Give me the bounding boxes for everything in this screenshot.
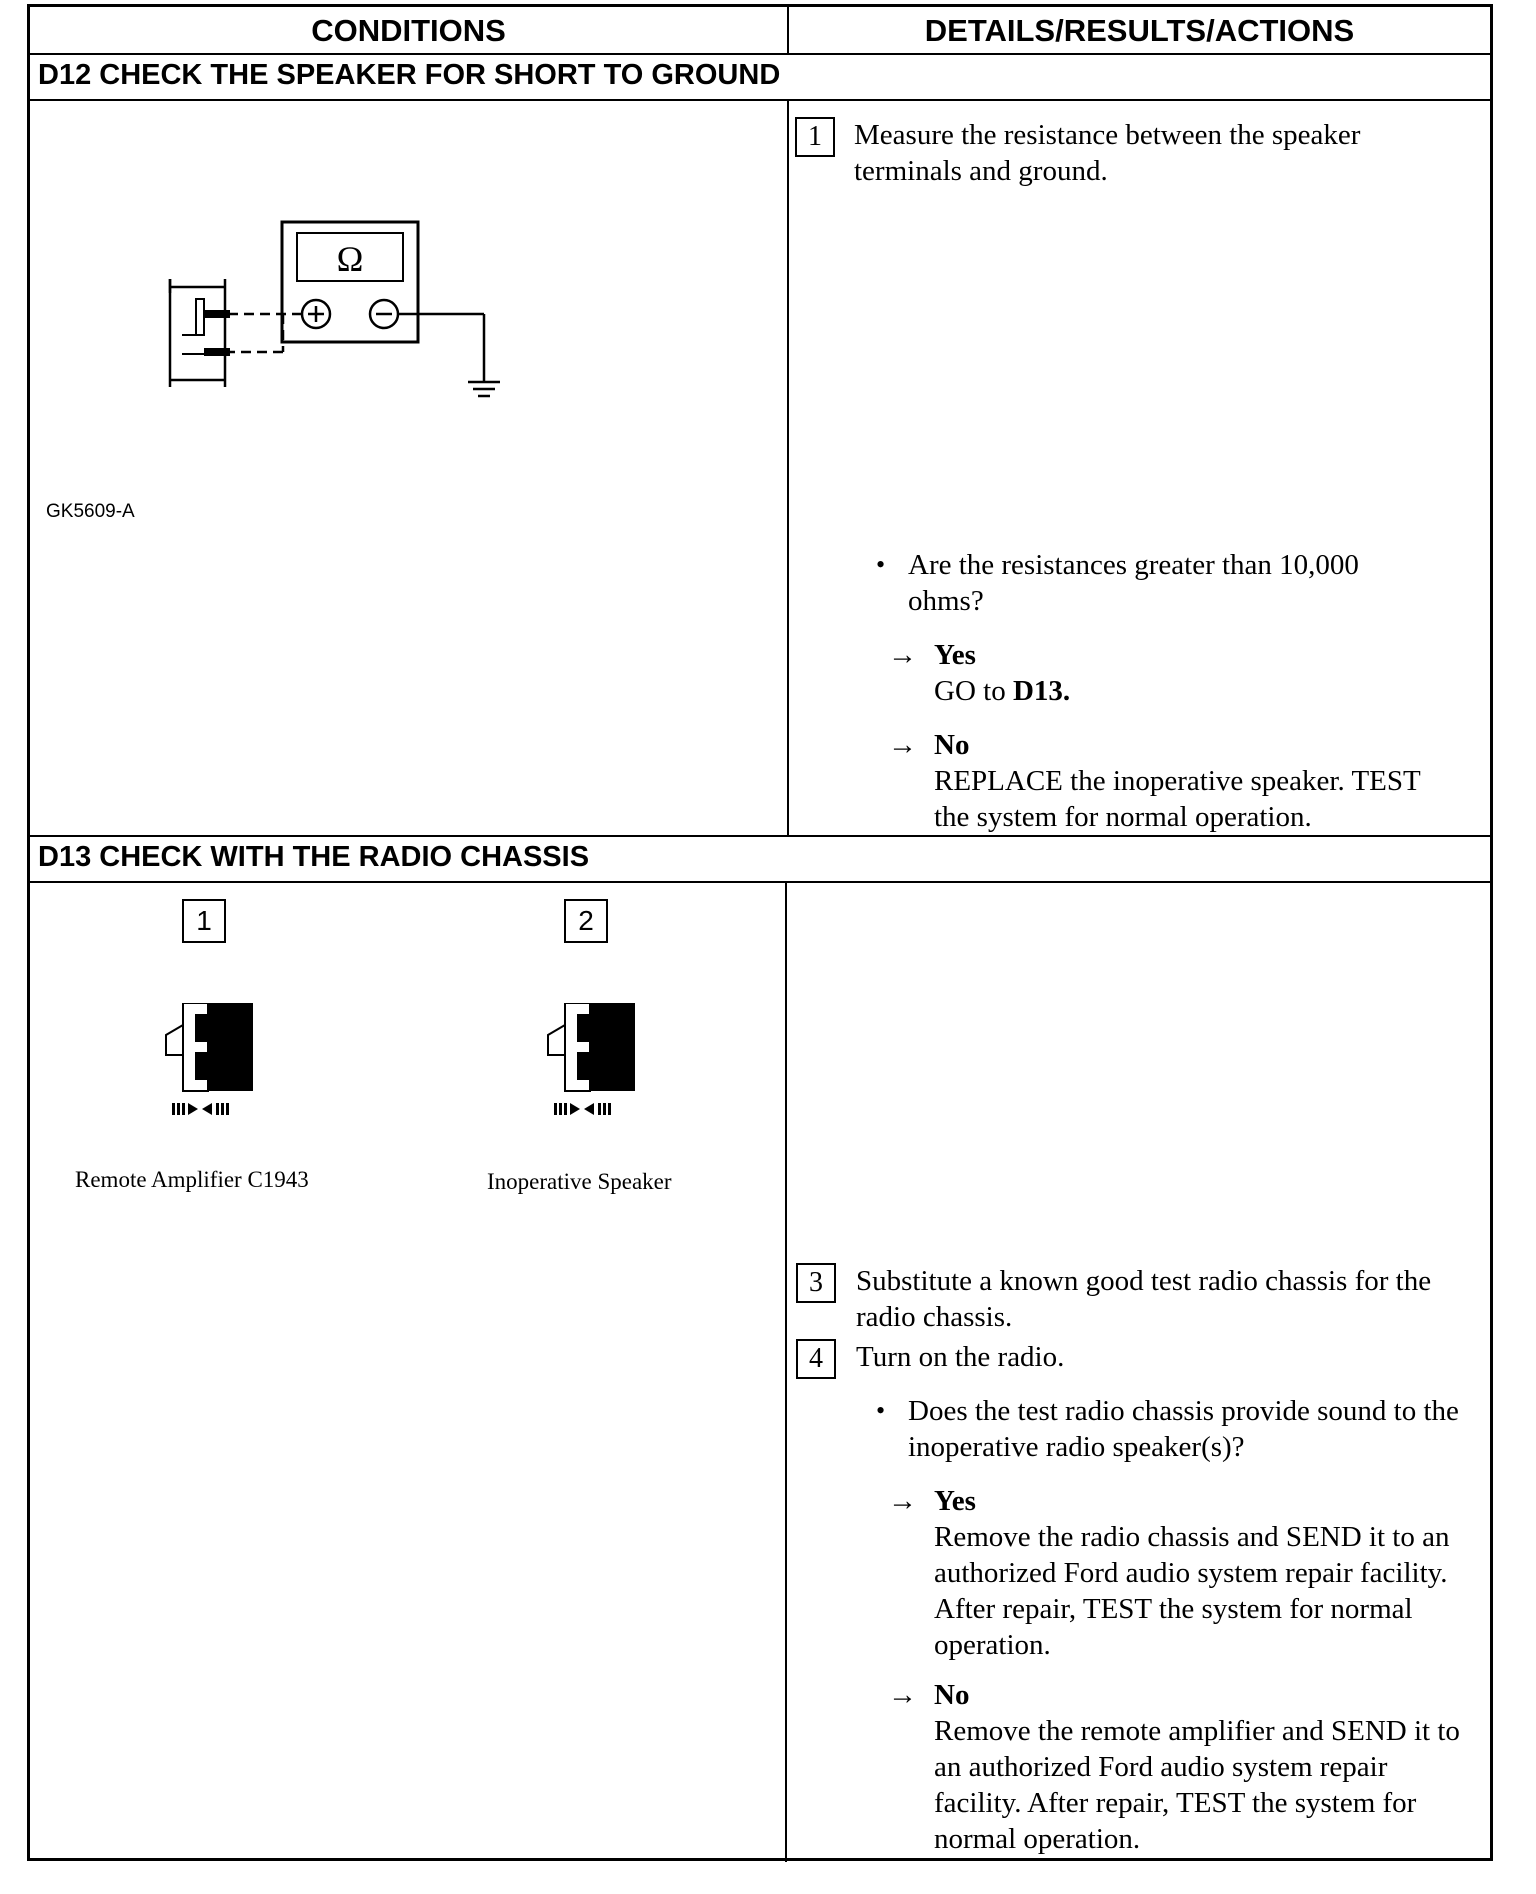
d12-figure-id: GK5609-A	[46, 501, 135, 522]
d13-question	[876, 1393, 1476, 1465]
d13-yes-branch	[888, 1483, 1468, 1663]
d13-title: D13 CHECK WITH THE RADIO CHASSIS	[38, 841, 590, 873]
d13-no-action: Remove the remote amplifier and SEND it to an authorized Ford audio system repair facility. After repair, TEST the system for normal operation.	[934, 1715, 1460, 1855]
d12-no-branch	[888, 727, 1458, 835]
d12-yes-prefix: GO to	[934, 675, 1013, 707]
d12-step1-text: Measure the resistance between the speaker terminals and ground.	[854, 119, 1361, 187]
d13-no-label: No	[934, 1679, 970, 1711]
d13-no-branch	[888, 1677, 1468, 1857]
d13-yes-label: Yes	[934, 1485, 976, 1517]
d13-no-arrow: →	[888, 1679, 917, 1711]
d13-yes-action: Remove the radio chassis and SEND it to an authorized Ford audio system repair facility. After repair, TEST the system for normal operation.	[934, 1521, 1450, 1661]
procedure-table	[27, 4, 1493, 1861]
d13-step3-text: Substitute a known good test radio chassis for the radio chassis.	[856, 1265, 1432, 1333]
d12-question-text: Are the resistances greater than 10,000 ohms?	[908, 549, 1359, 617]
connector-icon-remote-amplifier	[158, 1003, 268, 1123]
d12-question	[876, 547, 1476, 619]
d12-yes-label: Yes	[934, 639, 976, 671]
d12-no-action: REPLACE the inoperative speaker. TEST the system for normal operation.	[934, 765, 1421, 833]
d12-step1-number: 1	[795, 117, 835, 157]
d12-yes-ref: D13.	[1012, 675, 1071, 707]
rule-under-header	[30, 53, 1490, 55]
d13-step4-number: 4	[796, 1339, 836, 1379]
d12-yes-arrow: →	[888, 639, 917, 671]
rule-under-d12-body	[30, 835, 1490, 837]
d12-no-label: No	[934, 729, 970, 761]
d12-bullet-dot: •	[876, 550, 886, 579]
d12-yes-action	[934, 673, 1458, 709]
header-conditions: CONDITIONS	[311, 13, 506, 48]
column-divider-d12	[787, 100, 789, 836]
d13-connector2-number: 2	[564, 899, 608, 943]
rule-under-d13-title	[30, 881, 1490, 883]
rule-under-d12-title	[30, 99, 1490, 101]
ohmmeter-diagram	[130, 217, 590, 417]
d13-bullet-dot: •	[876, 1396, 886, 1425]
ohm-symbol: Ω	[336, 239, 364, 279]
d12-no-arrow: →	[888, 729, 917, 761]
column-divider-d13	[785, 882, 787, 1862]
connector-icon-inoperative-speaker	[540, 1003, 650, 1123]
d13-connector2-caption: Inoperative Speaker	[487, 1169, 672, 1194]
d12-yes-branch	[888, 637, 1458, 709]
d12-title: D12 CHECK THE SPEAKER FOR SHORT TO GROUND	[38, 59, 781, 91]
d13-connector1-caption: Remote Amplifier C1943	[75, 1167, 309, 1192]
d13-step3-number: 3	[796, 1263, 836, 1303]
header-details: DETAILS/RESULTS/ACTIONS	[924, 13, 1355, 48]
d13-step4-text: Turn on the radio.	[856, 1341, 1065, 1373]
d13-question-text: Does the test radio chassis provide sound to the inoperative radio speaker(s)?	[908, 1395, 1459, 1463]
d13-connector1-number: 1	[182, 899, 226, 943]
d13-yes-arrow: →	[888, 1485, 917, 1517]
